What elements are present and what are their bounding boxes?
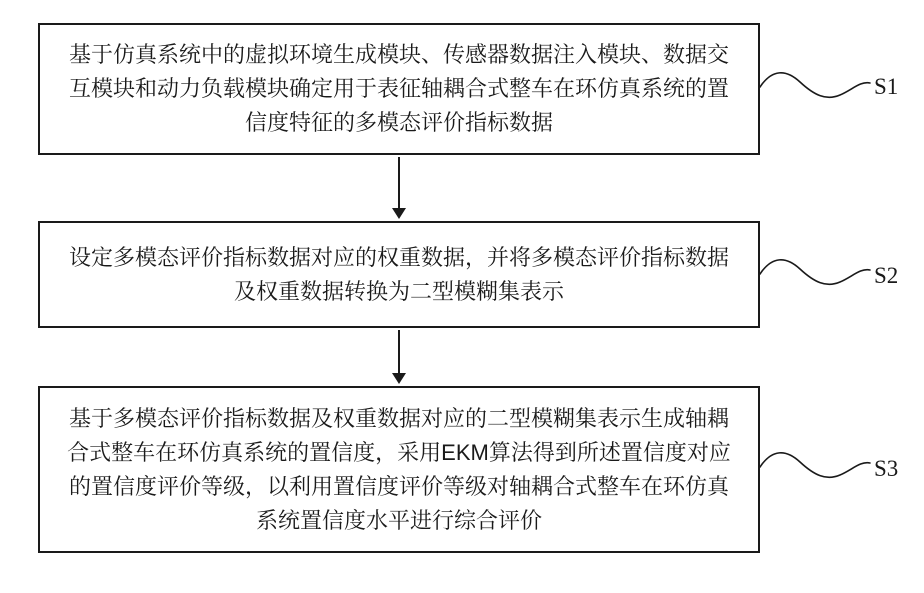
arrow-shaft bbox=[398, 330, 400, 374]
step-label-s1: S1 bbox=[874, 74, 899, 99]
step-box-s1 bbox=[38, 23, 760, 155]
step-s3-text-line: 合式整车在环仿真系统的置信度，采用EKM算法得到所述置信度对应 bbox=[67, 439, 731, 465]
step-s2-text-line: 及权重数据转换为二型模糊集表示 bbox=[233, 278, 564, 304]
step-s1-text-line: 互模块和动力负载模块确定用于表征轴耦合式整车在环仿真系统的置 bbox=[68, 76, 729, 101]
step-s2-text-line: 设定多模态评价指标数据对应的权重数据，并将多模态评价指标数据 bbox=[68, 244, 729, 270]
arrow-head-icon bbox=[392, 208, 406, 219]
step-s3-text-line: 的置信度评价等级，以利用置信度评价等级对轴耦合式整车在环仿真 bbox=[68, 473, 729, 499]
arrow-shaft bbox=[398, 157, 400, 209]
leader-squiggle-s1 bbox=[760, 68, 872, 108]
step-s3-text-line: 基于多模态评价指标数据及权重数据对应的二型模糊集表示生成轴耦 bbox=[68, 405, 729, 431]
arrow-head-icon bbox=[392, 373, 406, 384]
leader-squiggle-path bbox=[760, 73, 870, 98]
step-box-s2 bbox=[38, 221, 760, 328]
leader-squiggle-s3 bbox=[760, 448, 872, 488]
flow-arrow-s1-to-s2 bbox=[392, 157, 406, 219]
step-label-s2: S2 bbox=[874, 263, 899, 288]
flow-arrow-s2-to-s3 bbox=[392, 330, 406, 384]
leader-squiggle-path bbox=[760, 453, 870, 478]
step-s3-text-line: 系统置信度水平进行综合评价 bbox=[255, 507, 542, 533]
step-box-s3 bbox=[38, 386, 760, 553]
step-s1-text-line: 基于仿真系统中的虚拟环境生成模块、传感器数据注入模块、数据交 bbox=[68, 42, 729, 67]
leader-squiggle-s2 bbox=[760, 255, 872, 295]
step-label-s3: S3 bbox=[874, 456, 899, 481]
leader-squiggle-path bbox=[760, 260, 870, 285]
step-s1-text-line: 信度特征的多模态评价指标数据 bbox=[244, 110, 553, 135]
